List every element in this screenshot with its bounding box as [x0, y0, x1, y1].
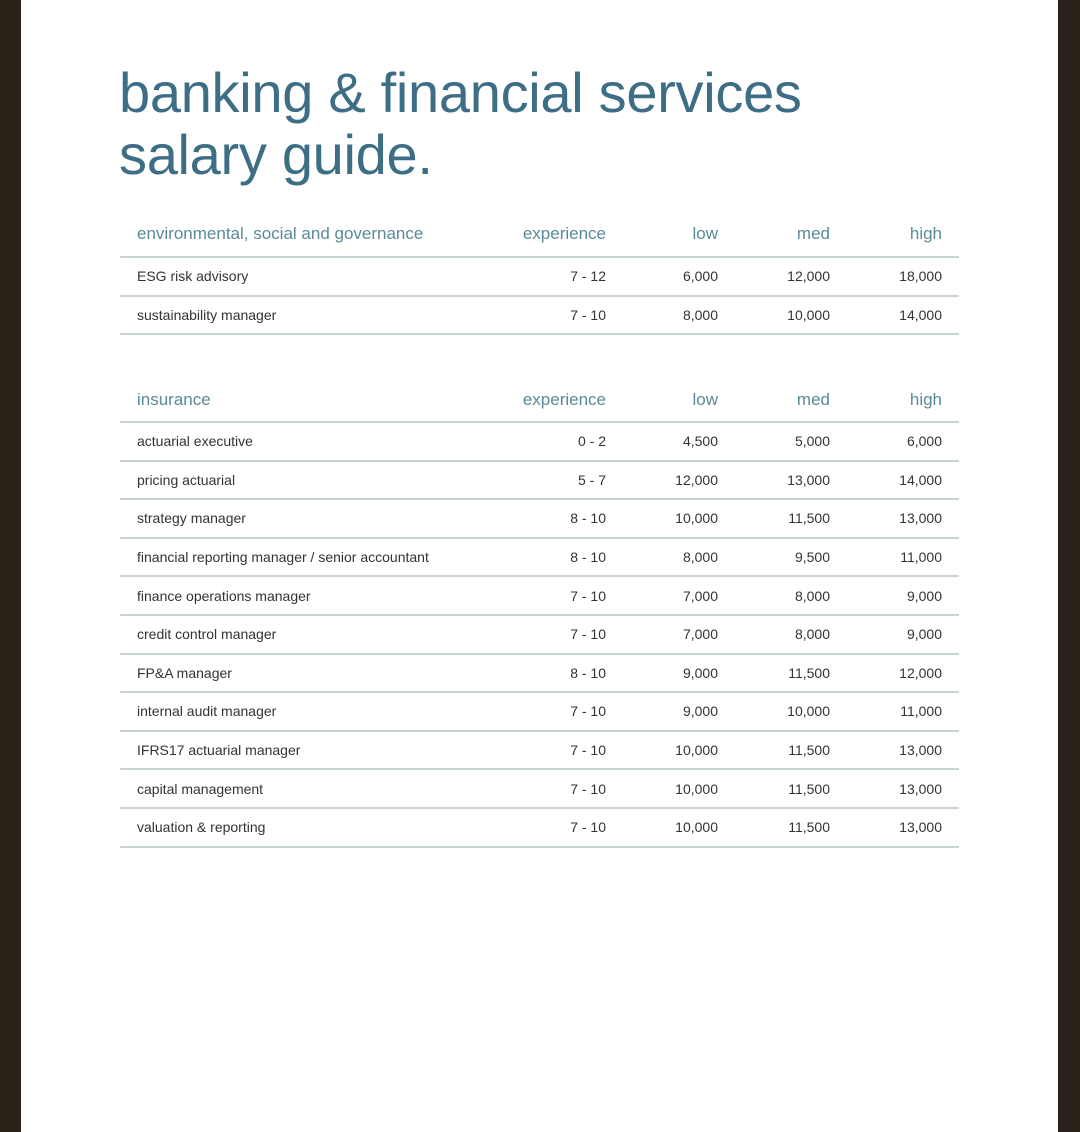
role-cell: FP&A manager	[137, 664, 232, 681]
high-salary-cell: 14,000	[899, 471, 942, 488]
experience-cell: 7 - 10	[570, 306, 606, 323]
low-salary-cell: 7,000	[682, 587, 718, 604]
esg-salary-table	[120, 212, 959, 335]
experience-cell: 7 - 10	[570, 626, 606, 643]
high-salary-cell: 9,000	[906, 626, 942, 643]
experience-cell: 7 - 10	[570, 819, 606, 836]
table-header	[120, 379, 959, 423]
role-cell: financial reporting manager / senior accountant	[137, 549, 429, 566]
low-salary-cell: 10,000	[675, 742, 718, 759]
role-cell: internal audit manager	[137, 703, 277, 720]
table-body	[120, 258, 959, 335]
experience-cell: 7 - 10	[570, 780, 606, 797]
table-row	[120, 809, 959, 848]
table-header	[120, 212, 959, 258]
table-row	[120, 577, 959, 616]
experience-cell: 8 - 10	[570, 510, 606, 527]
low-salary-cell: 12,000	[675, 471, 718, 488]
column-header-med: med	[796, 390, 830, 409]
table-row	[120, 500, 959, 539]
med-salary-cell: 10,000	[787, 306, 830, 323]
med-salary-cell: 8,000	[794, 626, 830, 643]
table-row	[120, 462, 959, 501]
column-header-high: high	[909, 224, 942, 243]
experience-cell: 0 - 2	[577, 433, 606, 450]
low-salary-cell: 9,000	[682, 703, 718, 720]
role-cell: capital management	[137, 780, 264, 797]
table-row	[120, 539, 959, 578]
low-salary-cell: 10,000	[675, 780, 718, 797]
high-salary-cell: 13,000	[899, 742, 942, 759]
experience-cell: 7 - 12	[570, 268, 606, 285]
section-heading: insurance	[137, 390, 211, 409]
experience-cell: 8 - 10	[570, 664, 606, 681]
page-title-line-2: salary guide.	[119, 123, 433, 186]
high-salary-cell: 14,000	[899, 306, 942, 323]
document-page	[21, 0, 1058, 1132]
column-header-experience: experience	[522, 224, 606, 243]
med-salary-cell: 10,000	[787, 703, 830, 720]
insurance-salary-table	[120, 379, 959, 848]
low-salary-cell: 10,000	[675, 510, 718, 527]
role-cell: finance operations manager	[137, 587, 311, 604]
high-salary-cell: 12,000	[899, 664, 942, 681]
experience-cell: 5 - 7	[577, 471, 606, 488]
med-salary-cell: 12,000	[787, 268, 830, 285]
high-salary-cell: 18,000	[899, 268, 942, 285]
page-title-line-1: banking & financial services	[119, 61, 802, 124]
high-salary-cell: 11,000	[900, 703, 942, 720]
table-row	[120, 258, 959, 297]
role-cell: strategy manager	[137, 510, 246, 527]
low-salary-cell: 8,000	[682, 306, 718, 323]
med-salary-cell: 11,500	[788, 664, 830, 681]
experience-cell: 7 - 10	[570, 587, 606, 604]
table-row	[120, 732, 959, 771]
role-cell: valuation & reporting	[137, 819, 266, 836]
table-row	[120, 655, 959, 694]
table-body	[120, 423, 959, 848]
high-salary-cell: 11,000	[900, 549, 942, 566]
med-salary-cell: 11,500	[788, 510, 830, 527]
low-salary-cell: 9,000	[682, 664, 718, 681]
role-cell: actuarial executive	[137, 433, 253, 450]
role-cell: IFRS17 actuarial manager	[137, 742, 301, 759]
med-salary-cell: 8,000	[794, 587, 830, 604]
column-header-high: high	[909, 390, 942, 409]
high-salary-cell: 6,000	[906, 433, 942, 450]
role-cell: sustainability manager	[137, 306, 277, 323]
low-salary-cell: 4,500	[682, 433, 718, 450]
page-title	[119, 62, 802, 186]
experience-cell: 7 - 10	[570, 703, 606, 720]
role-cell: pricing actuarial	[137, 471, 236, 488]
column-header-experience: experience	[522, 390, 606, 409]
table-row	[120, 297, 959, 336]
low-salary-cell: 10,000	[675, 819, 718, 836]
med-salary-cell: 9,500	[794, 549, 830, 566]
experience-cell: 7 - 10	[570, 742, 606, 759]
high-salary-cell: 13,000	[899, 780, 942, 797]
high-salary-cell: 9,000	[906, 587, 942, 604]
low-salary-cell: 7,000	[682, 626, 718, 643]
high-salary-cell: 13,000	[899, 819, 942, 836]
high-salary-cell: 13,000	[899, 510, 942, 527]
column-header-med: med	[796, 224, 830, 243]
med-salary-cell: 5,000	[794, 433, 830, 450]
table-row	[120, 423, 959, 462]
low-salary-cell: 6,000	[682, 268, 718, 285]
section-heading: environmental, social and governance	[137, 224, 424, 243]
table-row	[120, 693, 959, 732]
med-salary-cell: 11,500	[788, 780, 830, 797]
role-cell: ESG risk advisory	[137, 268, 249, 285]
med-salary-cell: 11,500	[788, 819, 830, 836]
med-salary-cell: 13,000	[787, 471, 830, 488]
column-header-low: low	[692, 224, 718, 243]
med-salary-cell: 11,500	[788, 742, 830, 759]
table-row	[120, 770, 959, 809]
table-row	[120, 616, 959, 655]
low-salary-cell: 8,000	[682, 549, 718, 566]
column-header-low: low	[692, 390, 718, 409]
role-cell: credit control manager	[137, 626, 277, 643]
experience-cell: 8 - 10	[570, 549, 606, 566]
